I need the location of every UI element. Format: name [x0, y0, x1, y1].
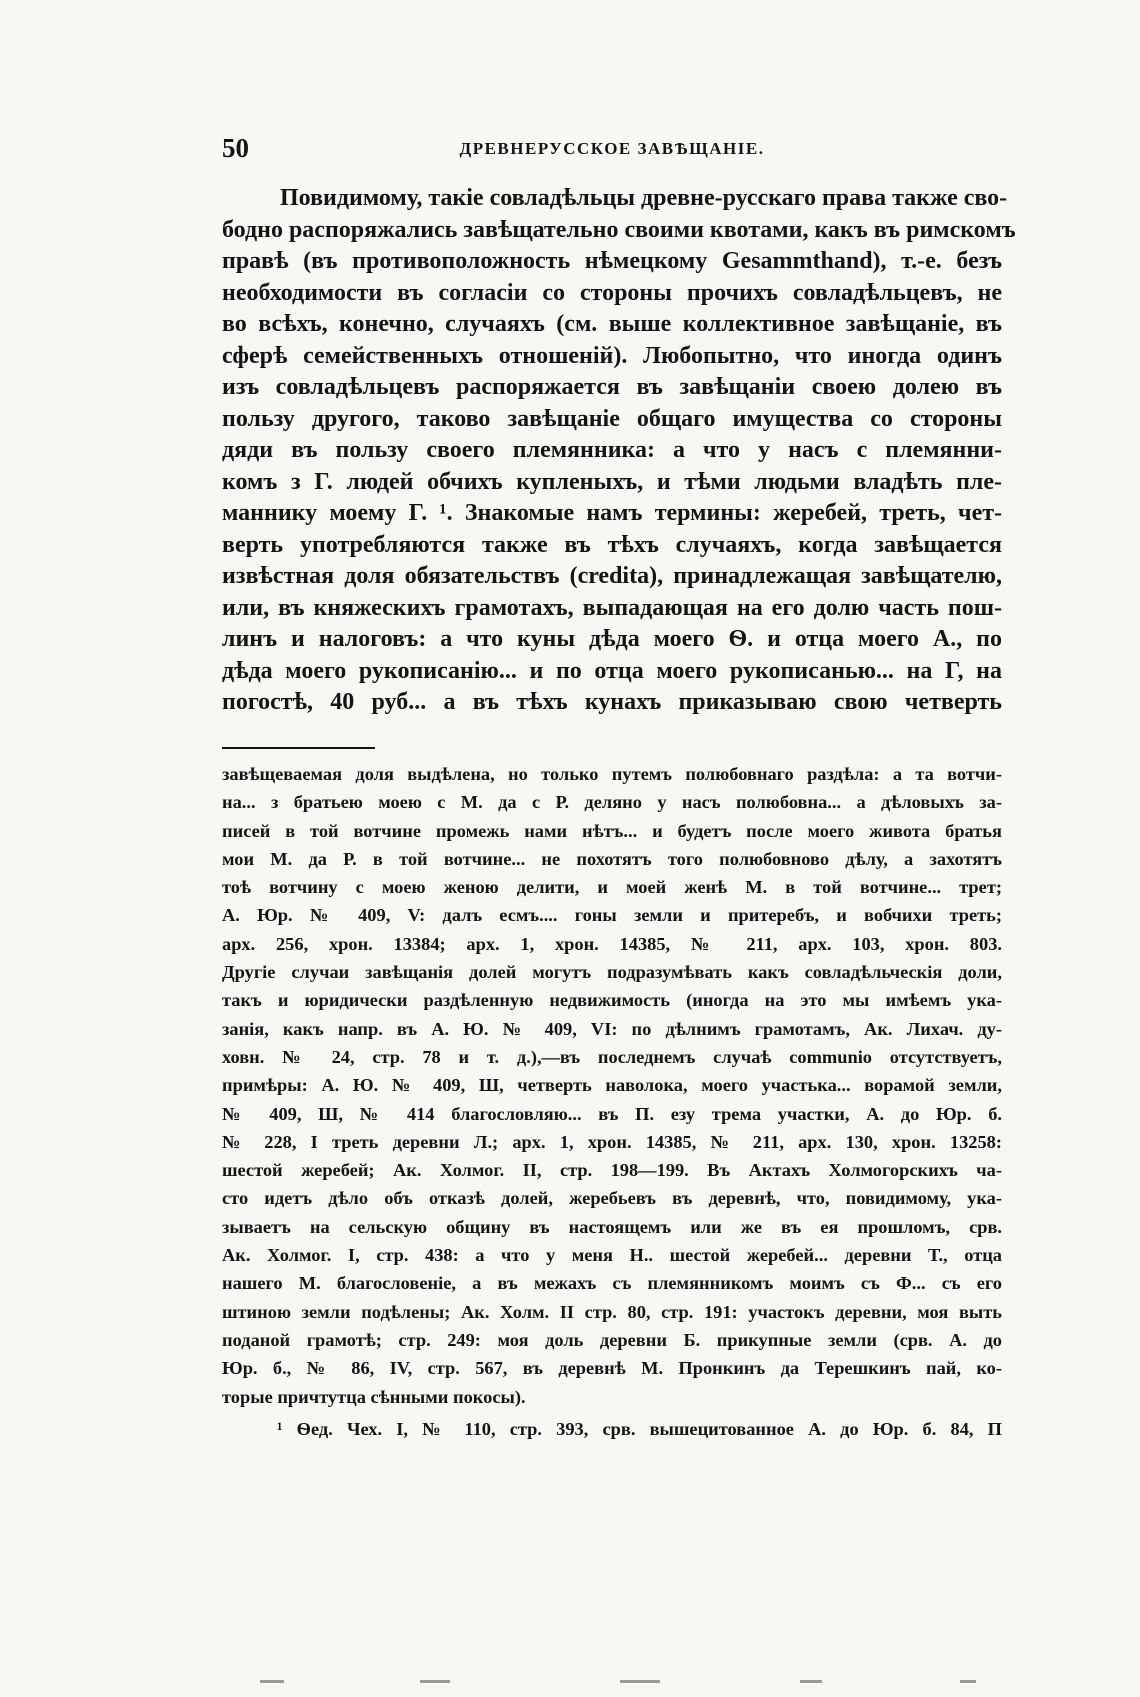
footnote-line: Юр. б., № 86, IV, стр. 567, въ деревнѣ М. Пронкинъ да Терешкинъ пай, ко- — [222, 1358, 1002, 1379]
footnote-line: нашего М. благословеніе, а въ межахъ съ племянникомъ моимъ съ Ф... съ его — [222, 1273, 1002, 1294]
footnote-line: арх. 256, хрон. 13384; арх. 1, хрон. 14385, № 211, арх. 103, хрон. 803. — [222, 933, 1002, 954]
text-line: необходимости въ согласіи со стороны прочихъ совладѣльцевъ, не — [222, 279, 1002, 306]
text-line: погостѣ, 40 руб... а въ тѣхъ кунахъ приказываю свою четверть — [222, 689, 1002, 715]
text-line: линъ и налоговъ: а что куны дѣда моего Ѳ. и отца моего А., по — [222, 626, 1002, 652]
text-line: пользу другого, таково завѣщаніе общаго имущества со стороны — [222, 405, 1002, 432]
footnote-line: ховн. № 24, стр. 78 и т. д.),—въ последнемъ случаѣ communio отсутствуетъ, — [222, 1046, 1002, 1067]
footnote-line: № 228, I треть деревни Л.; арх. 1, хрон. 14385, № 211, арх. 130, хрон. 13258: — [222, 1131, 1002, 1152]
footnote-line: занія, какъ напр. въ А. Ю. № 409, VI: по дѣлнимъ грамотамъ, Ак. Лихач. ду- — [222, 1018, 1002, 1039]
text-line: верть употребляются также въ тѣхъ случаяхъ, когда завѣщается — [222, 531, 1002, 558]
text-line: комъ з Г. людей обчихъ купленыхъ, и тѣми людьми владѣть пле- — [222, 468, 1002, 495]
footnote-line: № 409, Ш, № 414 благословляю... въ П. езу трема участки, А. до Юр. б. — [222, 1103, 1002, 1124]
footnote-line: зываетъ на сельскую общину въ настоящемъ или же въ ея прошломъ, срв. — [222, 1216, 1002, 1237]
footnote-line: поданой грамотѣ; стр. 249: моя доль деревни Б. прикупные земли (срв. А. до — [222, 1329, 1002, 1350]
text-line: извѣстная доля обязательствъ (credita), принадлежащая завѣщателю, — [222, 563, 1002, 589]
text-line: дѣда моего рукописанію... и по отца моего рукописанью... на Г, на — [222, 657, 1002, 684]
footnote-line: мои М. да Р. в той вотчине... не похотятъ того полюбовново дѣлу, а захотятъ — [222, 848, 1002, 869]
footnote-line: штиною земли подѣлены; Ак. Холм. II стр. 80, стр. 191: участокъ деревни, моя выть — [222, 1301, 1002, 1322]
footnote-line: такъ и юридически раздѣленную недвижимость (иногда на это мы имѣемъ ука- — [222, 990, 1002, 1011]
bleed-mark — [260, 1680, 284, 1683]
footnote-line: шестой жеребей; Ак. Холмог. II, стр. 198—199. Въ Актахъ Холмогорскихъ ча- — [222, 1160, 1002, 1181]
bleed-through-marks — [240, 1680, 1000, 1686]
text-line: сферѣ семейственныхъ отношеній). Любопытно, что иногда одинъ — [222, 342, 1002, 369]
text-line: маннику моему Г. ¹. Знакомые намъ термины: жеребей, треть, чет- — [222, 500, 1002, 526]
footnote-line: примѣры: А. Ю. № 409, Ш, четверть наволока, моего участька... ворамой земли, — [222, 1075, 1002, 1096]
footnote-line: тоѣ вотчину с моею женою делити, и моей женѣ М. в той вотчине... трет; — [222, 877, 1002, 898]
footnote-line: А. Юр. № 409, V: далъ есмъ.... гоны земли и притеребъ, и вобчихи треть; — [222, 905, 1002, 926]
bleed-mark — [620, 1680, 660, 1683]
bleed-mark — [800, 1680, 822, 1683]
running-title: ДРЕВНЕРУССКОЕ ЗАВѢЩАНІЕ. — [459, 139, 765, 158]
text-line: правѣ (въ противоположность нѣмецкому Gesammthand), т.-е. безъ — [222, 248, 1002, 274]
footnote-line: сто идетъ дѣло объ отказѣ долей, жеребьевъ въ деревнѣ, что, повидимому, ука- — [222, 1188, 1002, 1209]
text-line: дяди въ пользу своего племянника: а что у насъ с племянни- — [222, 437, 1002, 463]
footnote-line: Другіе случаи завѣщанія долей могутъ подразумѣвать какъ совладѣльческія доли, — [222, 962, 1002, 983]
footnote-separator — [222, 747, 375, 749]
footnotes — [222, 760, 1002, 1443]
bleed-mark — [420, 1680, 450, 1683]
text-line: или, въ княжескихъ грамотахъ, выпадающая на его долю часть пош- — [222, 594, 1002, 621]
page-header — [222, 133, 1002, 167]
main-text-body — [222, 183, 1016, 719]
footnote-line: торые причтутца сѣнными покосы). — [222, 1386, 526, 1407]
footnote-line: Ак. Холмог. I, стр. 438: а что у меня Н.. шестой жеребей... деревни Т., отца — [222, 1245, 1002, 1266]
footnote-line: на... з братьею моею с М. да с Р. деляно у насъ полюбовна... а дѣловыхъ за- — [222, 792, 1002, 813]
page-number: 50 — [222, 133, 249, 163]
footnote-1: ¹ Ѳед. Чех. I, № 110, стр. 393, срв. вышецитованное А. до Юр. б. 84, П — [277, 1418, 1002, 1439]
text-line: Повидимому, такіе совладѣльцы древне-русскаго права также сво- — [280, 185, 1008, 211]
bleed-mark — [960, 1680, 976, 1683]
footnote-line: писей в той вотчине промежь нами нѣтъ... и будетъ после моего живота братья — [222, 820, 1002, 841]
text-line: изъ совладѣльцевъ распоряжается въ завѣщаніи своею долею въ — [222, 374, 1002, 400]
text-line: бодно распоряжались завѣщательно своими квотами, какъ въ римскомъ — [222, 216, 1016, 243]
footnote-line: завѣщеваемая доля выдѣлена, но только путемъ полюбовнаго раздѣла: а та вотчи- — [222, 764, 1002, 784]
text-line: во всѣхъ, конечно, случаяхъ (см. выше коллективное завѣщаніе, въ — [222, 311, 1002, 337]
